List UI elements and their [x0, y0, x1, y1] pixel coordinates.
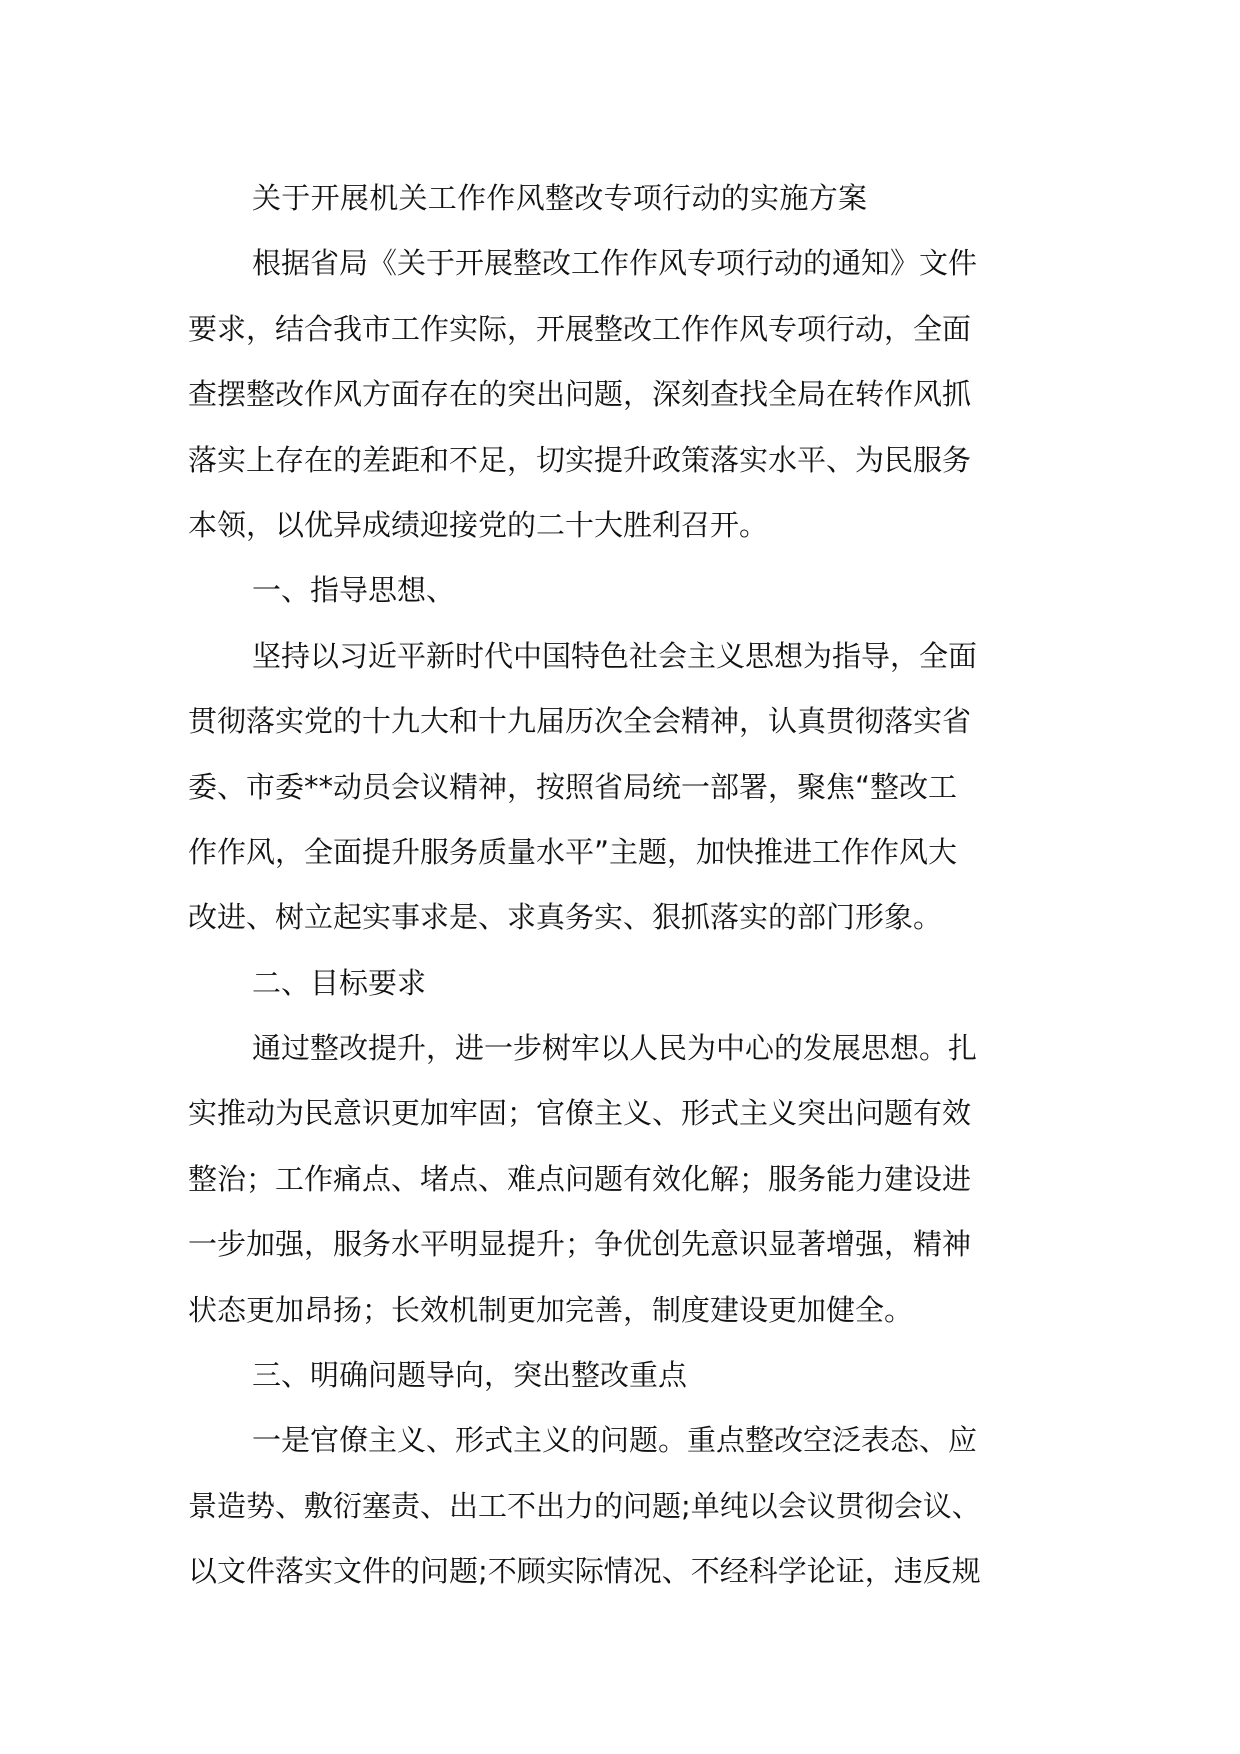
- section-paragraph: [188, 624, 1058, 951]
- section-heading: 三、明确问题导向，突出整改重点: [252, 1358, 688, 1393]
- paragraph-line: 一步加强，服务水平明显提升；争优创先意识显著增强，精神: [188, 1227, 972, 1262]
- paragraph-line: 本领，以优异成绩迎接党的二十大胜利召开。: [188, 507, 769, 542]
- paragraph-line: 通过整改提升，进一步树牢以人民为中心的发展思想。扎: [252, 1031, 978, 1066]
- document-page: [188, 166, 1058, 1605]
- paragraph-line: 以文件落实文件的问题;不顾实际情况、不经科学论证，违反规: [188, 1554, 981, 1589]
- paragraph-line: 实推动为民意识更加牢固；官僚主义、形式主义突出问题有效: [188, 1096, 972, 1131]
- paragraph-line: 改进、树立起实事求是、求真务实、狠抓落实的部门形象。: [188, 900, 943, 935]
- section-heading: 二、目标要求: [252, 965, 427, 1000]
- document-title: 关于开展机关工作作风整改专项行动的实施方案: [252, 181, 868, 215]
- intro-paragraph: [188, 231, 1058, 558]
- paragraph-line: 根据省局《关于开展整改工作作风专项行动的通知》文件: [252, 246, 978, 281]
- section-paragraph: [188, 1408, 1058, 1604]
- paragraph-line: 一是官僚主义、形式主义的问题。重点整改空泛表态、应: [252, 1423, 978, 1458]
- paragraph-line: 整治；工作痛点、堵点、难点问题有效化解；服务能力建设进: [188, 1161, 972, 1196]
- paragraph-line: 查摆整改作风方面存在的突出问题，深刻查找全局在转作风抓: [188, 377, 972, 412]
- paragraph-line: 要求，结合我市工作实际，开展整改工作作风专项行动，全面: [188, 311, 972, 346]
- section-heading: 一、指导思想、: [252, 573, 456, 608]
- paragraph-line: 状态更加昂扬；长效机制更加完善，制度建设更加健全。: [188, 1292, 914, 1327]
- paragraph-line: 贯彻落实党的十九大和十九届历次全会精神，认真贯彻落实省: [188, 704, 972, 739]
- paragraph-line: 委、市委**动员会议精神，按照省局统一部署，聚焦“整改工: [188, 769, 958, 804]
- paragraph-line: 落实上存在的差距和不足，切实提升政策落实水平、为民服务: [188, 442, 972, 477]
- paragraph-line: 作作风，全面提升服务质量水平”主题，加快推进工作作风大: [188, 834, 958, 869]
- section-paragraph: [188, 1016, 1058, 1343]
- paragraph-line: 坚持以习近平新时代中国特色社会主义思想为指导，全面: [252, 638, 978, 673]
- paragraph-line: 景造势、敷衍塞责、出工不出力的问题;单纯以会议贯彻会议、: [188, 1488, 981, 1523]
